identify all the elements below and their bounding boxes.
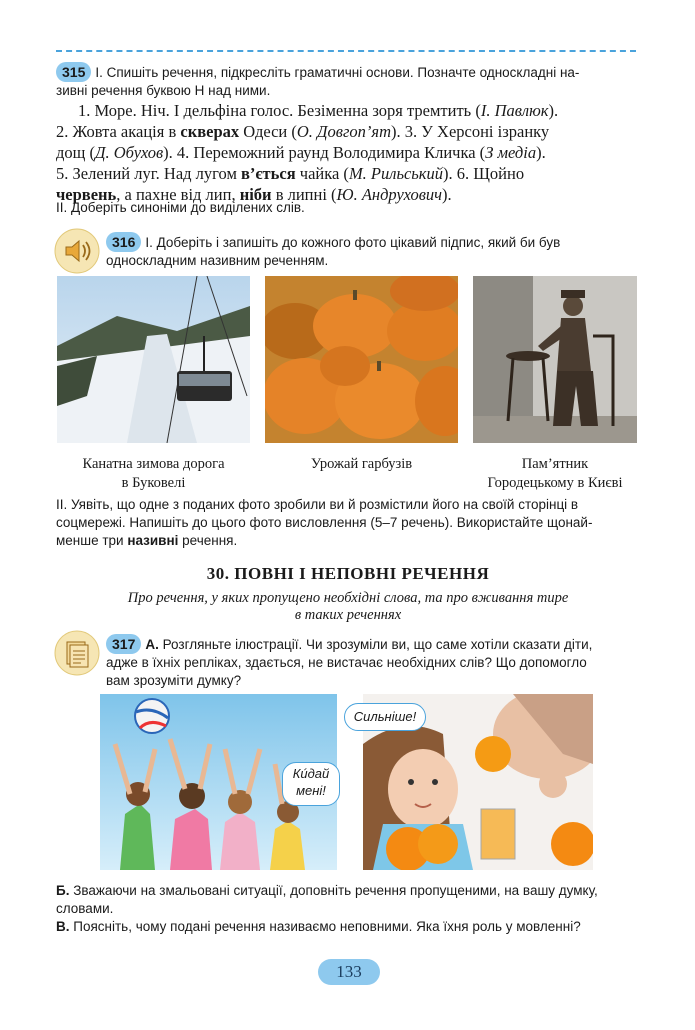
ex317-task-b: Б. Зважаючи на змальовані ситуації, доповніть речення пропущеними, на вашу думку, словами. bbox=[56, 883, 598, 916]
ex317-task-a: 317 А. Розгляньте ілюстрації. Чи зрозуміли ви, що саме хотіли сказати діти, адже в їхніх репліках, здається, не вистачає необхідних слів? Що допомогло вам зрозуміти думку? bbox=[106, 636, 593, 688]
speech-bubble-stronger: Сильніше! bbox=[344, 703, 426, 731]
exercise-number-badge: 315 bbox=[56, 62, 91, 82]
ex315-task1: 315 I. Спишіть речення, підкресліть граматичні основи. Позначте односкладні на- зивні речення буквою Н над ними. bbox=[56, 64, 580, 98]
top-divider bbox=[56, 50, 636, 52]
caption-1: Канатна зимова дорога в Буковелі bbox=[82, 456, 225, 491]
page-number: 133 bbox=[318, 959, 380, 985]
document-icon bbox=[54, 630, 100, 676]
ex316-task1: 316 I. Доберіть і запишіть до кожного фото цікавий підпис, який би був односкладним називним реченням. bbox=[106, 234, 561, 268]
speech-bubble-throw: Кúдай мені! bbox=[282, 762, 340, 806]
sentence-line: дощ (Д. Обухов). 4. Переможний раунд Володимира Кличка (З медіа). bbox=[56, 143, 546, 162]
section-title: 30. ПОВНІ І НЕПОВНІ РЕЧЕННЯ bbox=[206, 564, 490, 583]
photo-pumpkins bbox=[265, 276, 458, 443]
sentence-line: 1. Море. Ніч. І дельфіна голос. Безіменна зоря тремтить (І. Павлюк). bbox=[78, 101, 559, 120]
ex315-sentences bbox=[56, 100, 640, 205]
exercise-number-badge: 316 bbox=[106, 232, 141, 252]
sentence-line: 5. Зелений луг. Над лугом в’ється чайка (М. Рильський). 6. Щойно bbox=[56, 164, 525, 183]
section-subtitle: Про речення, у яких пропущено необхідні слова, та про вживання тире в таких реченнях bbox=[127, 590, 569, 623]
exercise-number-badge: 317 bbox=[106, 634, 141, 654]
caption-2: Урожай гарбузів bbox=[310, 456, 413, 472]
caption-3: Пам’ятник Городецькому в Києві bbox=[487, 456, 623, 491]
photo-monument bbox=[473, 276, 637, 443]
sentence-line: 2. Жовта акація в скверах Одеси (О. Довгоп’ят). 3. У Херсоні ізранку bbox=[56, 122, 550, 141]
ex317-task-v: В. Поясніть, чому подані речення називаємо неповними. Яка їхня роль у мовленні? bbox=[56, 919, 581, 934]
sentence-line: червень, а пахне від лип, ніби в липні (Ю. Андрухович). bbox=[56, 185, 452, 204]
photo-cable-car bbox=[57, 276, 250, 443]
audio-icon[interactable] bbox=[54, 228, 100, 274]
ex316-task2: II. Уявіть, що одне з поданих фото зробили ви й розмістили його на своїй сторінці в соцмережі. Напишіть до цього фото висловлення (5–7 речень). Використайте щонай- менше три називні речення. bbox=[56, 497, 593, 548]
ex315-task2: II. Доберіть синоніми до виділених слів. bbox=[56, 200, 305, 215]
